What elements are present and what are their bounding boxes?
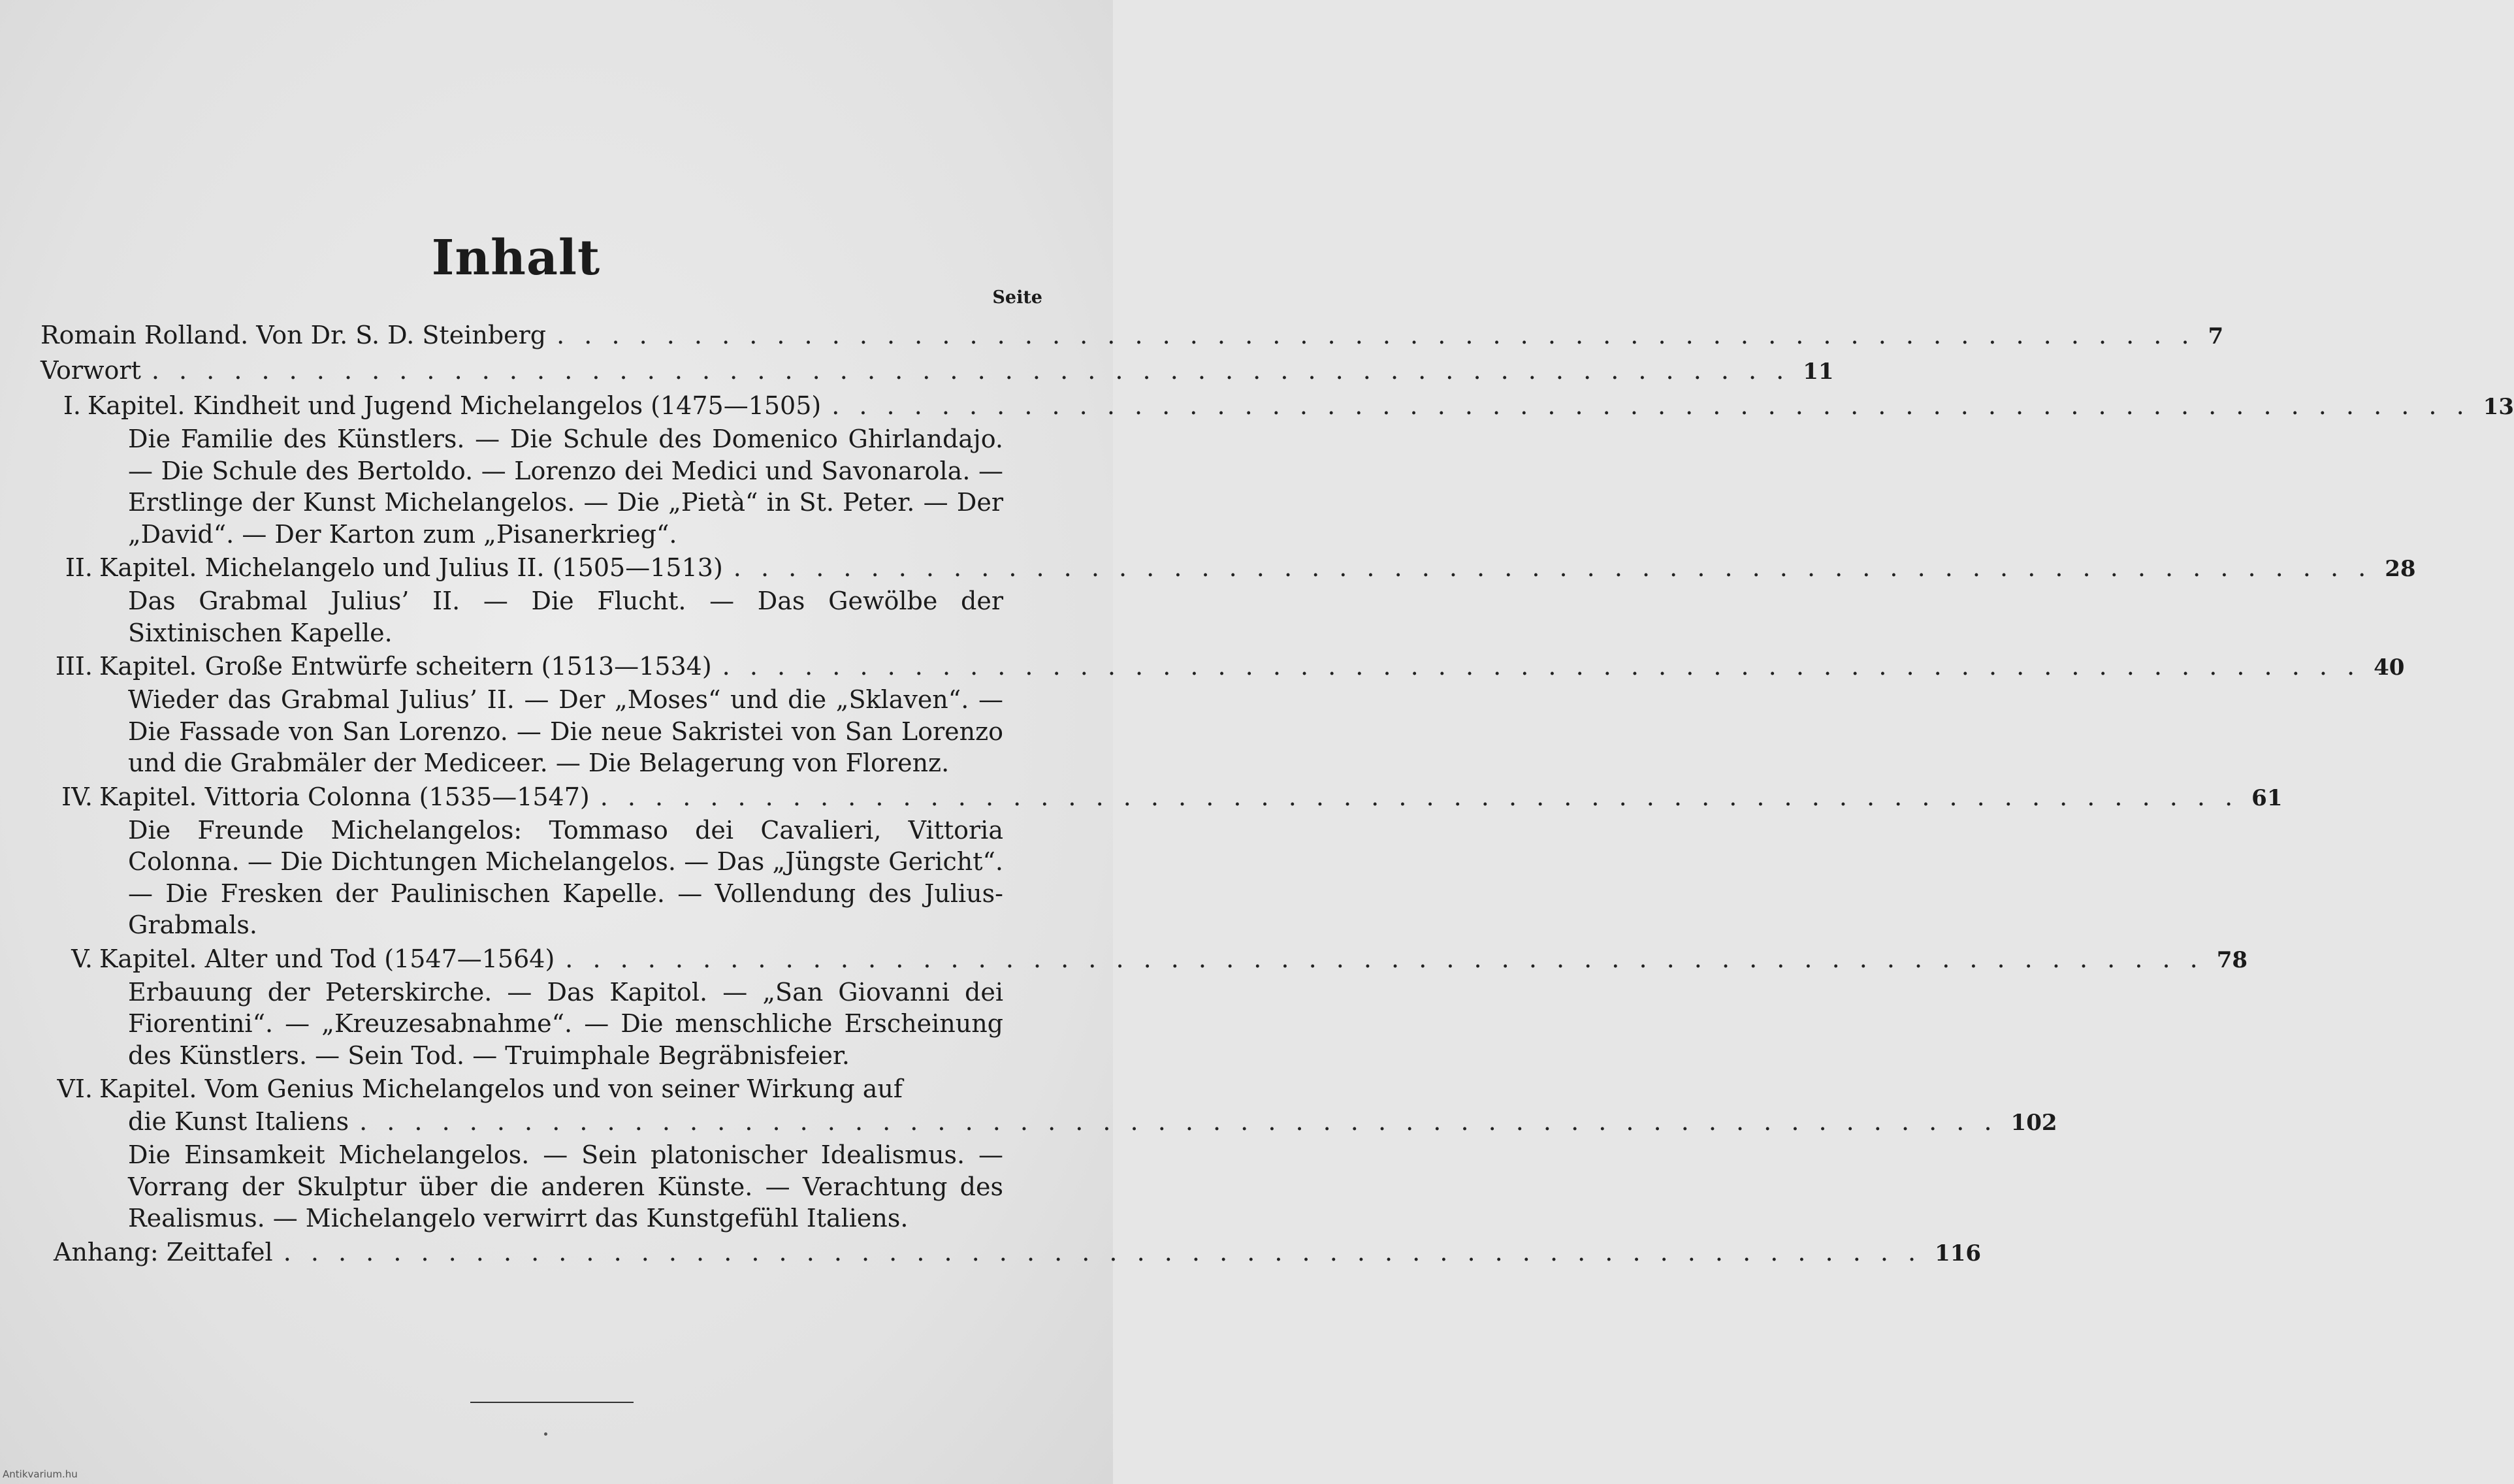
chapter-title: Kapitel. Vittoria Colonna (1535—1547)	[99, 782, 590, 811]
leader-dots: . . . . . . . . . . . . . . . . . . . . . . . . . . . . . . . . . . . . . . . . . . . . . . . . . . . . . . . . . . . .	[151, 356, 1790, 385]
chapter-description: Die Freunde Michelangelos: Tommaso dei Cavalieri, Vittoria Colonna. — Die Dichtungen Michelangelos. — Das „Jüngste Gericht“. — Die Fresken der Paulinischen Kapelle. — Vollendung des Julius-Grabmals.	[128, 815, 1003, 939]
appendix-title: Anhang: Zeittafel	[54, 1237, 273, 1266]
chapter-description: Die Einsamkeit Michelangelos. — Sein platonischer Idealismus. — Vorrang der Skulptur über die anderen Künste. — Verachtung des Realismus. — Michelangelo verwirrt das Kunstgefühl Italiens.	[128, 1140, 1003, 1233]
chapter-entry	[40, 943, 2248, 976]
leader-dots: . . . . . . . . . . . . . . . . . . . . . . . . . . . . . . . . . . . . . . . . . . . . . . . . . . . . . . . . . . . .	[600, 782, 2239, 811]
page-column-label: Seite	[992, 287, 1042, 308]
chapter-numeral: IV.	[61, 782, 93, 811]
table-of-contents	[40, 319, 2514, 1271]
chapter-numeral: II.	[65, 553, 93, 582]
chapter-title: Kapitel. Kindheit und Jugend Michelangelos (1475—1505)	[88, 391, 822, 420]
chapter-entry	[40, 1073, 1053, 1105]
toc-page-number: 102	[2010, 1110, 2057, 1136]
chapter-title-continuation	[128, 1105, 2057, 1139]
toc-entry	[40, 354, 1834, 388]
chapter-numeral: I.	[63, 391, 81, 420]
toc-page-number: 11	[1803, 359, 1834, 385]
chapter-entry	[40, 551, 2416, 585]
chapter-entry	[40, 650, 2405, 684]
leader-dots: . . . . . . . . . . . . . . . . . . . . . . . . . . . . . . . . . . . . . . . . . . . . . . . . . . . . . . . . . . . .	[359, 1107, 1998, 1136]
leader-dots: . . . . . . . . . . . . . . . . . . . . . . . . . . . . . . . . . . . . . . . . . . . . . . . . . . . . . . . . . . . .	[283, 1237, 1922, 1266]
page-title: Inhalt	[431, 230, 601, 286]
watermark: Antikvarium.hu	[3, 1468, 78, 1480]
end-rule	[470, 1402, 634, 1403]
toc-page-number: 13	[2483, 394, 2514, 420]
chapter-title: Kapitel. Michelangelo und Julius II. (1505—1513)	[99, 553, 723, 582]
chapter-numeral: VI.	[57, 1074, 93, 1103]
chapter-numeral: III.	[55, 652, 93, 681]
chapter-description: Die Familie des Künstlers. — Die Schule des Domenico Ghirlandajo. — Die Schule des Bertoldo. — Lorenzo dei Medici und Savonarola. — Erstlinge der Kunst Michelangelos. — Die „Pietà“ in St. Peter. — Der „David“. — Der Karton zum „Pisanerkrieg“.	[128, 425, 1003, 549]
toc-entry-title: Vorwort	[40, 356, 141, 385]
chapter-numeral: V.	[71, 944, 93, 973]
chapter-description: Wieder das Grabmal Julius’ II. — Der „Moses“ und die „Sklaven“. — Die Fassade von San Lorenzo. — Die neue Sakristei von San Lorenzo und die Grabmäler der Mediceer. — Die Belagerung von Florenz.	[128, 685, 1003, 777]
toc-entry-title: Romain Rolland. Von Dr. S. D. Steinberg	[40, 321, 547, 349]
chapter-description: Das Grabmal Julius’ II. — Die Flucht. — Das Gewölbe der Sixtinischen Kapelle.	[128, 587, 1003, 647]
toc-page-number: 116	[1935, 1240, 1982, 1266]
chapter-entry	[40, 389, 2514, 423]
leader-dots: . . . . . . . . . . . . . . . . . . . . . . . . . . . . . . . . . . . . . . . . . . . . . . . . . . . . . . . . . . . .	[565, 944, 2204, 973]
leader-dots: . . . . . . . . . . . . . . . . . . . . . . . . . . . . . . . . . . . . . . . . . . . . . . . . . . . . . . . . . . . .	[556, 321, 2195, 349]
chapter-description: Erbauung der Peterskirche. — Das Kapitol. — „San Giovanni dei Fiorentini“. — „Kreuzesabnahme“. — Die menschliche Erscheinung des Künstlers. — Sein Tod. — Truimphale Begräbnisfeier.	[128, 977, 1003, 1070]
chapter-title: Kapitel. Alter und Tod (1547—1564)	[99, 944, 555, 973]
chapter-title: Kapitel. Vom Genius Michelangelos und von seiner Wirkung auf	[99, 1074, 903, 1103]
toc-page-number: 78	[2216, 946, 2248, 973]
toc-entry	[40, 319, 2224, 353]
toc-page-number: 40	[2374, 654, 2405, 681]
toc-page-number: 7	[2208, 323, 2224, 349]
chapter-title: Kapitel. Große Entwürfe scheitern (1513—1534)	[99, 652, 712, 681]
page-speck	[544, 1432, 547, 1436]
leader-dots: . . . . . . . . . . . . . . . . . . . . . . . . . . . . . . . . . . . . . . . . . . . . . . . . . . . . . . . . . . . .	[722, 652, 2361, 681]
leader-dots: . . . . . . . . . . . . . . . . . . . . . . . . . . . . . . . . . . . . . . . . . . . . . . . . . . . . . . . . . . . .	[733, 553, 2372, 582]
leader-dots: . . . . . . . . . . . . . . . . . . . . . . . . . . . . . . . . . . . . . . . . . . . . . . . . . . . . . . . . . . . .	[831, 391, 2470, 420]
appendix-entry	[54, 1236, 1982, 1270]
toc-page-number: 61	[2251, 784, 2283, 811]
toc-page-number: 28	[2385, 556, 2416, 582]
chapter-title-cont: die Kunst Italiens	[128, 1107, 349, 1136]
chapter-entry	[40, 781, 2283, 815]
